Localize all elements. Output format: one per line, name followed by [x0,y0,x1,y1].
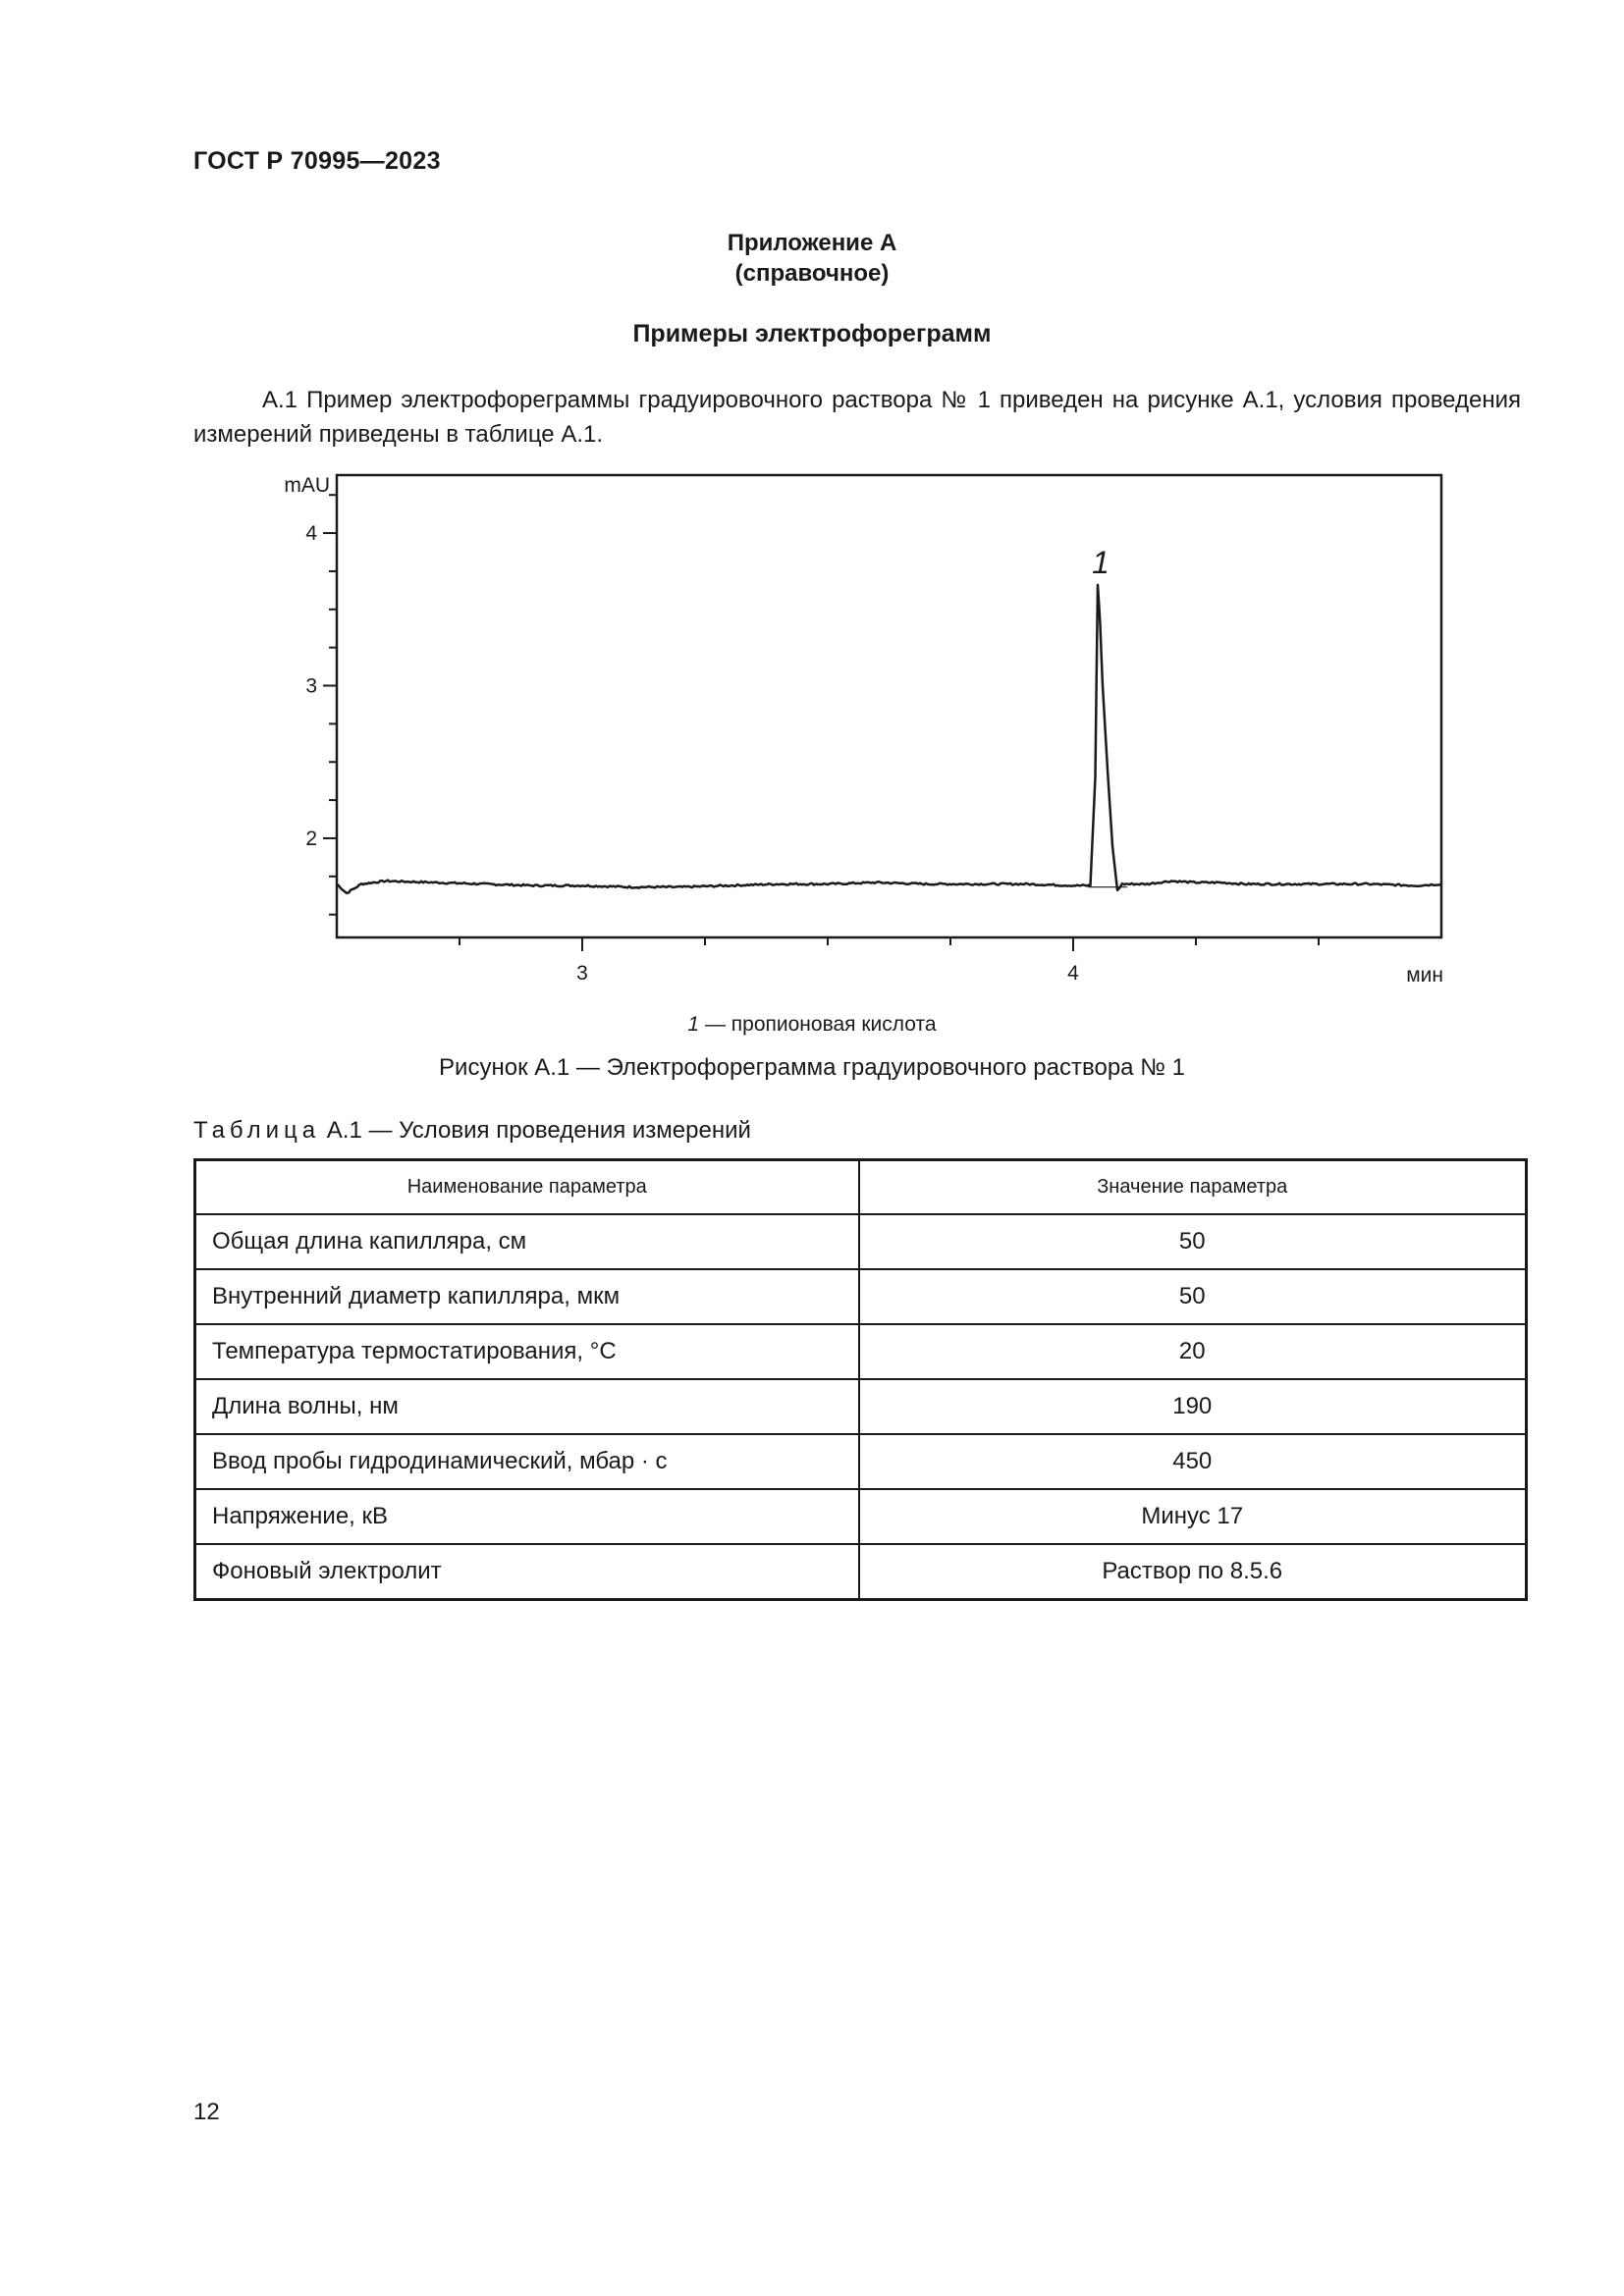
page-number: 12 [193,2099,220,2125]
intro-paragraph-text: А.1 Пример электрофореграммы градуировочного раствора № 1 приведен на рисунке А.1, условия проведения измерений приведены в таблице А.1. [193,387,1521,448]
param-name: Общая длина капилляра, см [195,1214,859,1269]
table-row [195,1434,1527,1489]
axis-ticks [305,495,1319,985]
param-value: 190 [859,1379,1527,1434]
table-row [195,1269,1527,1324]
electropherogram-trace [337,585,1441,893]
param-value: 20 [859,1324,1527,1379]
y-axis-label: mAU [284,474,330,497]
param-value: Раствор по 8.5.6 [859,1544,1527,1600]
table-caption [193,1117,751,1145]
table-caption-rest: А.1 — Условия проведения измерений [320,1117,751,1144]
param-name: Фоновый электролит [195,1544,859,1600]
peak-label: 1 [1092,544,1110,580]
appendix-title: Приложение А [727,230,897,256]
x-tick-label: 4 [1067,962,1079,985]
x-axis-label: мин [1406,964,1443,987]
legend-text: — пропионовая кислота [699,1013,937,1036]
y-tick-label: 3 [305,674,317,698]
param-value: Минус 17 [859,1489,1527,1544]
y-tick-label: 4 [305,522,317,546]
plot-frame [337,475,1441,937]
document-code: ГОСТ Р 70995—2023 [193,147,441,175]
measurement-conditions-table [193,1158,1528,1601]
table-row [195,1214,1527,1269]
appendix-subtitle: (справочное) [734,260,890,287]
param-name: Напряжение, кВ [195,1489,859,1544]
table-row [195,1544,1527,1600]
figure-caption: Рисунок А.1 — Электрофореграмма градуировочного раствора № 1 [439,1054,1185,1081]
table-row [195,1324,1527,1379]
param-name: Температура термостатирования, °С [195,1324,859,1379]
param-name: Ввод пробы гидродинамический, мбар · с [195,1434,859,1489]
param-value: 450 [859,1434,1527,1489]
param-name: Внутренний диаметр капилляра, мкм [195,1269,859,1324]
param-value: 50 [859,1269,1527,1324]
table-caption-prefix: Таблица [193,1117,321,1144]
section-title: Примеры электрофореграмм [632,320,992,347]
y-tick-label: 2 [305,827,317,850]
table-header-row [195,1160,1527,1215]
header-parameter-name: Наименование параметра [195,1160,859,1215]
electropherogram-chart [0,0,1624,1060]
header-parameter-value: Значение параметра [859,1160,1527,1215]
param-value: 50 [859,1214,1527,1269]
x-tick-label: 3 [576,962,588,985]
param-name: Длина волны, нм [195,1379,859,1434]
figure-legend [0,1013,1624,1037]
legend-number: 1 [687,1013,700,1036]
table-row [195,1379,1527,1434]
table-row [195,1489,1527,1544]
